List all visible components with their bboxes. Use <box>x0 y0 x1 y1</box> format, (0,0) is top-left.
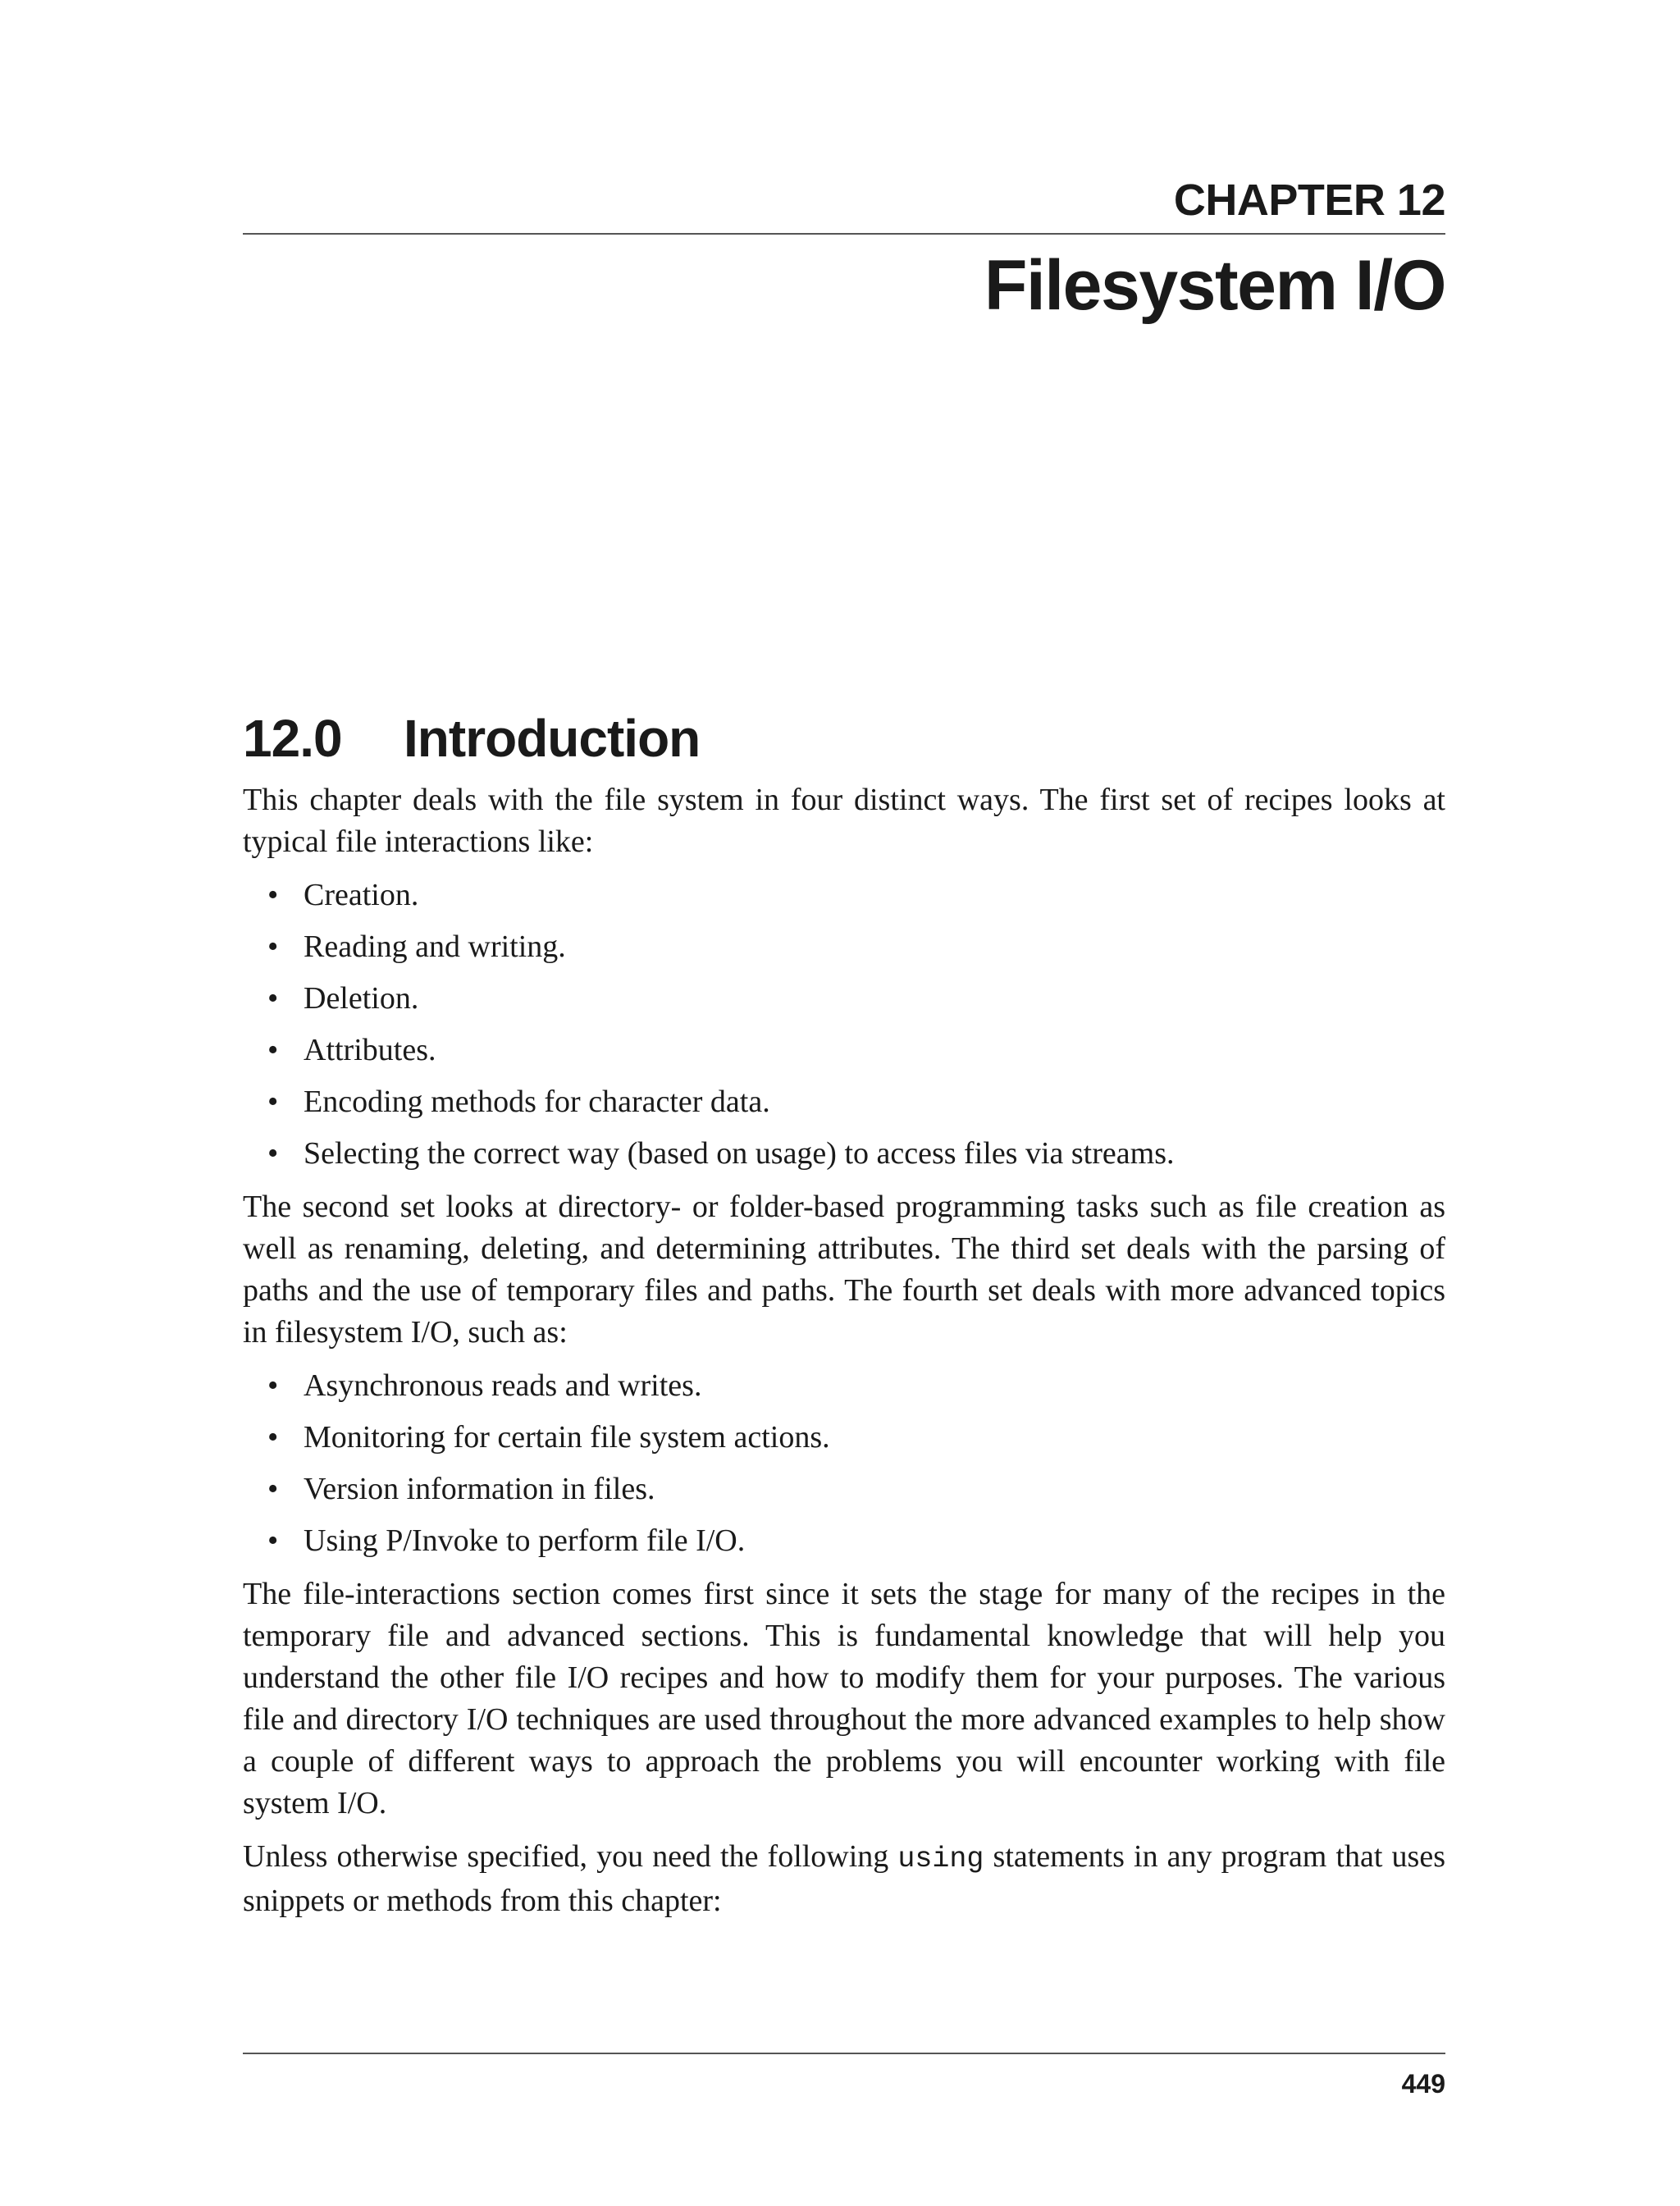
list-item: • Attributes. <box>243 1030 1445 1071</box>
list-item: • Asynchronous reads and writes. <box>243 1365 1445 1407</box>
list-item: • Deletion. <box>243 978 1445 1020</box>
chapter-body <box>243 706 1445 1934</box>
bullet-icon: • <box>267 929 279 964</box>
chapter-title: Filesystem I/O <box>984 246 1445 325</box>
page-number: 449 <box>1401 2069 1445 2099</box>
bullet-icon: • <box>267 1368 279 1403</box>
list-item: • Selecting the correct way (based on usage) to access files via streams. <box>243 1133 1445 1175</box>
paragraph-file-interactions: The file-interactions section comes first since it sets the stage for many of the recipes in the temporary file and advanced sections. This is fundamental knowledge that will help you understand the other file I/O recipes and how to modify them for your purposes. The various file and directory I/O techniques are used throughout the more advanced examples to help show a couple of different ways to approach the problems you will encounter working with file system I/O. <box>243 1577 1445 1820</box>
bullet-icon: • <box>267 1523 279 1558</box>
intro-paragraph: This chapter deals with the file system in four distinct ways. The first set of recipes looks at typical file interactions like: <box>243 783 1445 859</box>
header-divider <box>243 233 1445 235</box>
list-item: • Creation. <box>243 875 1445 916</box>
bullet-icon: • <box>267 1085 279 1119</box>
bullet-icon: • <box>267 1472 279 1506</box>
file-interactions-list <box>243 875 1445 1175</box>
chapter-header <box>243 174 1445 327</box>
list-item: • Using P/Invoke to perform file I/O. <box>243 1520 1445 1562</box>
bullet-icon: • <box>267 878 279 912</box>
bullet-icon: • <box>267 981 279 1016</box>
list-item: • Encoding methods for character data. <box>243 1081 1445 1123</box>
bullet-icon: • <box>267 1420 279 1455</box>
section-number: 12.0 <box>243 709 342 768</box>
advanced-topics-list <box>243 1365 1445 1562</box>
paragraph-using-statements: Unless otherwise specified, you need the following using statements in any program that uses snippets or methods from this chapter: <box>243 1839 1445 1918</box>
chapter-label: CHAPTER 12 <box>1173 176 1445 225</box>
section-title: Introduction <box>404 709 701 768</box>
inline-code: using <box>897 1843 984 1875</box>
footer-divider <box>243 2053 1445 2054</box>
list-item: • Version information in files. <box>243 1468 1445 1510</box>
section-heading <box>243 706 1445 771</box>
list-item: • Reading and writing. <box>243 926 1445 968</box>
paragraph-second-set: The second set looks at directory- or folder-based programming tasks such as file creation as well as renaming, deleting, and determining attributes. The third set deals with the parsing of paths and the use of temporary files and paths. The fourth set deals with more advanced topics in filesystem I/O, such as: <box>243 1190 1445 1350</box>
list-item: • Monitoring for certain file system actions. <box>243 1417 1445 1459</box>
bullet-icon: • <box>267 1033 279 1067</box>
bullet-icon: • <box>267 1136 279 1171</box>
